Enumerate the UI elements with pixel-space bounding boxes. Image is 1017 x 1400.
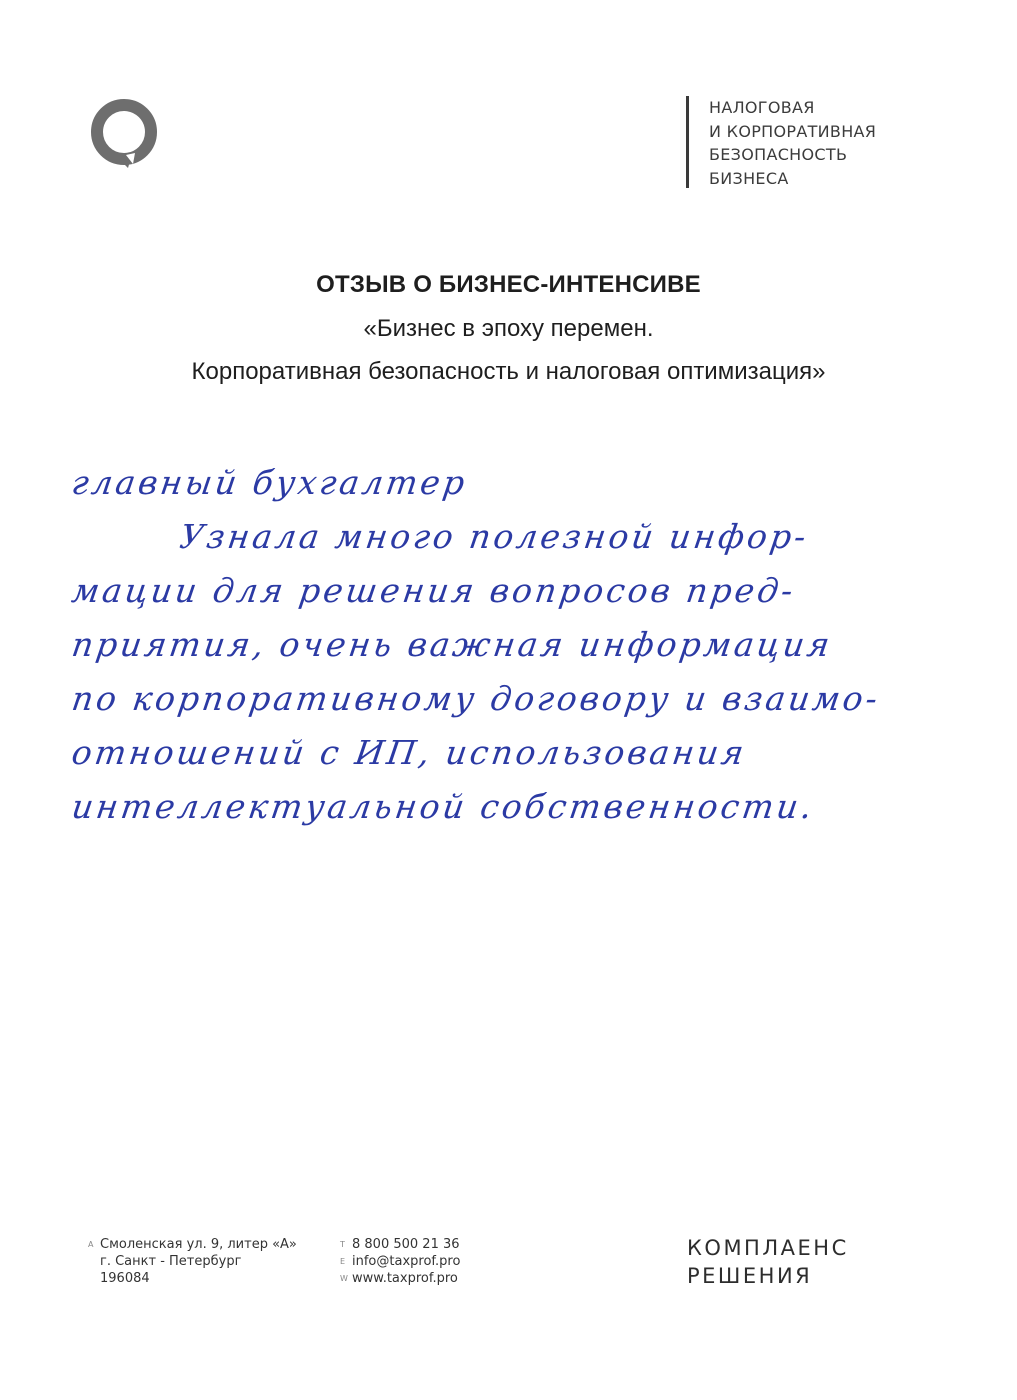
subtitle-line-1: «Бизнес в эпоху перемен. [363, 315, 654, 342]
subtitle-line-2: Корпоративная безопасность и налоговая оптимизация» [191, 358, 826, 385]
brand-line: И КОРПОРАТИВНАЯ [709, 121, 877, 141]
title-block [0, 268, 1017, 393]
address-zip: 196084 [100, 1271, 150, 1286]
contact-phone-row [340, 1236, 460, 1253]
footer-brand-line-1: КОМПЛАЕНС [687, 1236, 849, 1260]
contact-web-row [340, 1270, 460, 1287]
footer-address [88, 1236, 297, 1287]
brand-line: БЕЗОПАСНОСТЬ [709, 145, 848, 164]
company-logo-icon [86, 98, 162, 174]
review-line: приятия, очень важная информация [69, 625, 835, 664]
contact-email-row [340, 1253, 460, 1270]
review-line: по корпоративному договору и взаимо- [69, 679, 883, 718]
address-line-2 [88, 1253, 297, 1270]
footer-brand-line-2: РЕШЕНИЯ [687, 1264, 813, 1288]
contact-phone[interactable]: 8 800 500 21 36 [352, 1237, 460, 1252]
review-line: мации для решения вопросов пред- [69, 571, 799, 610]
footer-brand [687, 1234, 849, 1290]
page-title: ОТЗЫВ О БИЗНЕС-ИНТЕНСИВЕ [316, 271, 701, 298]
address-city: г. Санкт - Петербург [100, 1254, 242, 1269]
handwritten-review [69, 456, 992, 834]
review-line: отношений с ИП, использования [69, 733, 750, 772]
review-line: главный бухгалтер [69, 463, 470, 502]
address-prefix: A [88, 1240, 94, 1249]
web-prefix: W [340, 1274, 348, 1283]
phone-prefix: T [340, 1240, 345, 1249]
brand-line: НАЛОГОВАЯ [709, 98, 815, 117]
header-brand-block [686, 96, 876, 188]
address-line-1 [88, 1236, 297, 1253]
email-prefix: E [340, 1257, 346, 1266]
address-line-3 [88, 1270, 297, 1287]
brand-line: БИЗНЕСА [709, 168, 789, 188]
contact-website[interactable]: www.taxprof.pro [352, 1271, 458, 1286]
review-line: интеллектуальной собственности. [69, 787, 818, 826]
address-street: Смоленская ул. 9, литер «А» [100, 1237, 297, 1252]
contact-email[interactable]: info@taxprof.pro [352, 1254, 461, 1269]
review-line: Узнала много полезной инфор- [177, 517, 812, 556]
footer-contacts [340, 1236, 460, 1287]
